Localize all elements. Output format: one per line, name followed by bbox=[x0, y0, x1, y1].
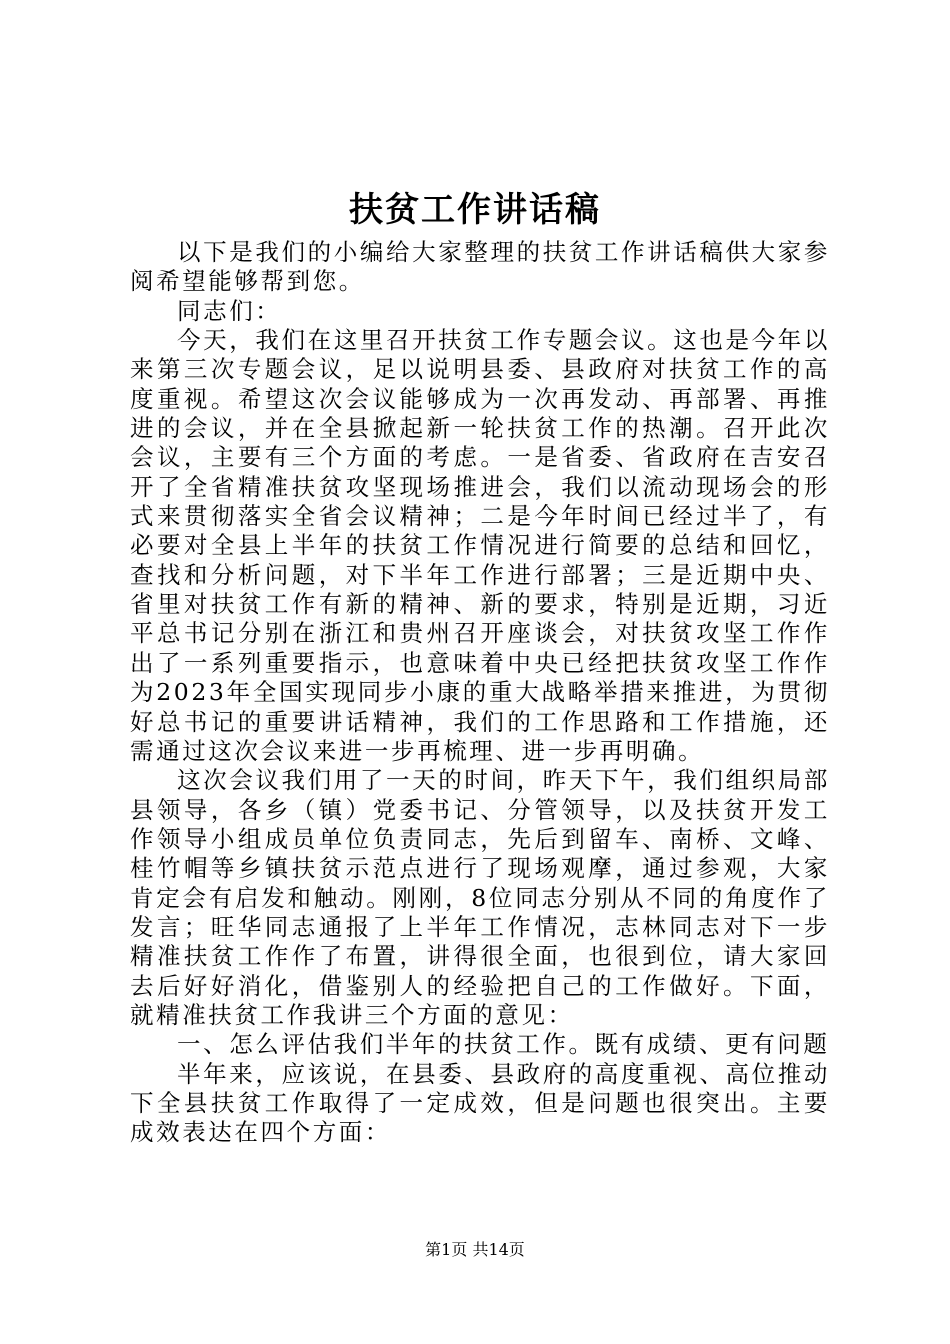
paragraph-meeting-purpose: 今天，我们在这里召开扶贫工作专题会议。这也是今年以来第三次专题会议，足以说明县委、县政府对扶贫工作的高度重视。希望这次会议能够成为一次再发动、再部署、再推进的会议，并在全县掀起新一轮扶贫工作的热潮。召开此次会议，主要有三个方面的考虑。一是省委、省政府在吉安召开了全省精准扶贫攻坚现场推进会，我们以流动现场会的形式来贯彻落实全省会议精神；二是今年时间已经过半了，有必要对全县上半年的扶贫工作情况进行简要的总结和回忆，查找和分析问题，对下半年工作进行部署；三是近期中央、省里对扶贫工作有新的精神、新的要求，特别是近期，习近平总书记分别在浙江和贵州召开座谈会，对扶贫攻坚工作作出了一系列重要指示，也意味着中央已经把扶贫攻坚工作作为2023年全国实现同步小康的重大战略举措来推进，为贯彻好总书记的重要讲话精神，我们的工作思路和工作措施，还需通过这次会议来进一步再梳理、进一步再明确。 bbox=[130, 326, 830, 765]
document-body bbox=[130, 238, 830, 1148]
paragraph-half-year: 半年来，应该说，在县委、县政府的高度重视、高位推动下全县扶贫工作取得了一定成效，但是问题也很突出。主要成效表达在四个方面： bbox=[130, 1059, 830, 1147]
page-number-footer: 第1页 共14页 bbox=[425, 1240, 525, 1259]
section-heading-1: 一、怎么评估我们半年的扶贫工作。既有成绩、更有问题 bbox=[177, 1030, 830, 1059]
document-title: 扶贫工作讲话稿 bbox=[349, 190, 601, 230]
paragraph-salutation: 同志们： bbox=[177, 296, 282, 325]
paragraph-meeting-review: 这次会议我们用了一天的时间，昨天下午，我们组织局部县领导，各乡（镇）党委书记、分管领导，以及扶贫开发工作领导小组成员单位负责同志，先后到留车、南桥、文峰、桂竹帽等乡镇扶贫示范点进行了现场观摩，通过参观，大家肯定会有启发和触动。刚刚，8位同志分别从不同的角度作了发言；旺华同志通报了上半年工作情况，志林同志对下一步精准扶贫工作作了布置，讲得很全面，也很到位，请大家回去后好好消化，借鉴别人的经验把自己的工作做好。下面，就精准扶贫工作我讲三个方面的意见： bbox=[130, 766, 830, 1029]
paragraph-intro: 以下是我们的小编给大家整理的扶贫工作讲话稿供大家参阅希望能够帮到您。 bbox=[130, 238, 830, 296]
